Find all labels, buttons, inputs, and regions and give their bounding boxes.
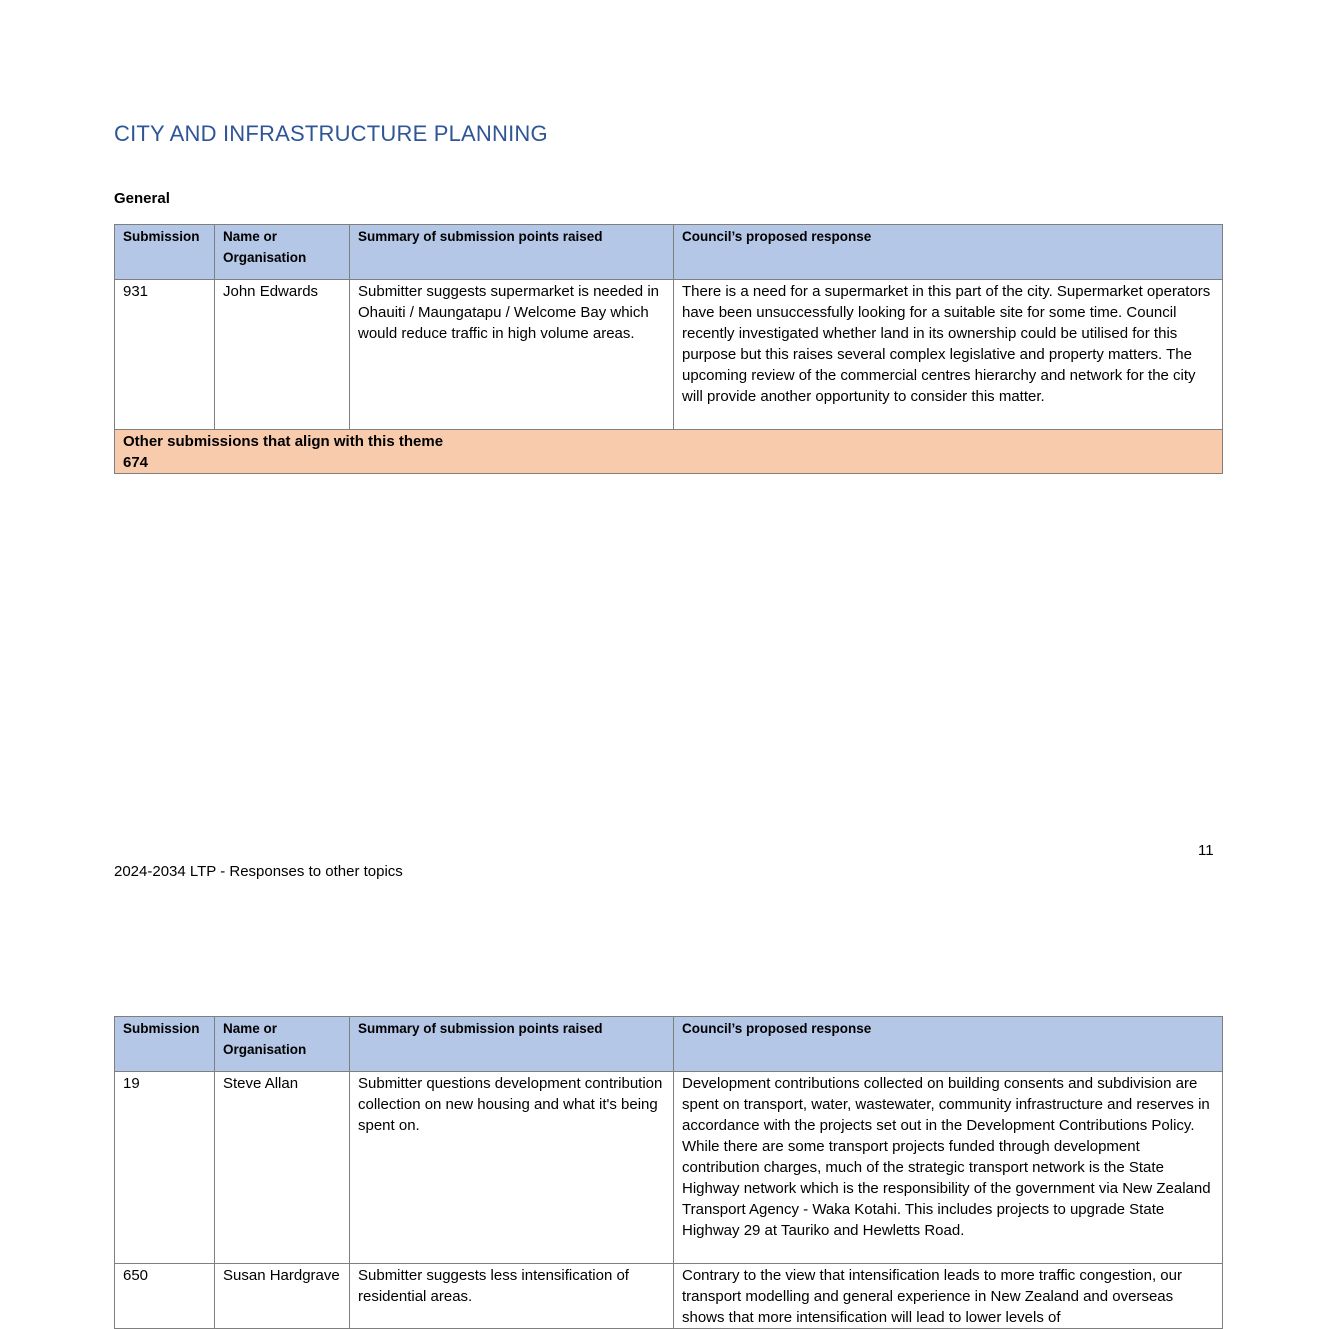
cell-response: There is a need for a supermarket in this part of the city. Supermarket operators have been unsuccessfully looking for a suitable site for some time. Council recently investigated whether land in its ownership could be utilised for this purpose but this raises several complex legislative and property matters. The upcoming review of the commercial centres hierarchy and network for the city will provide another opportunity to consider this matter. <box>674 280 1223 430</box>
header-name-or-organisation: Name or Organisation <box>215 225 350 280</box>
section-heading: CITY AND INFRASTRUCTURE PLANNING <box>114 121 548 146</box>
page-number: 11 <box>1198 842 1214 859</box>
submissions-table-1 <box>114 224 1223 474</box>
aligned-submissions-label: Other submissions that align with this theme <box>123 433 444 450</box>
cell-submission: 650 <box>115 1264 215 1329</box>
header-name-or-organisation: Name or Organisation <box>215 1017 350 1072</box>
cell-response: Contrary to the view that intensification leads to more traffic congestion, our transport modelling and general experience in New Zealand and overseas shows that more intensification will lead to lower levels of <box>674 1264 1223 1329</box>
cell-summary: Submitter questions development contribution collection on new housing and what it's being spent on. <box>350 1072 674 1264</box>
header-council-response: Council’s proposed response <box>674 225 1223 280</box>
table-row <box>115 280 1223 430</box>
header-summary: Summary of submission points raised <box>350 1017 674 1072</box>
page-footer: 2024-2034 LTP - Responses to other topics <box>114 863 403 880</box>
header-submission: Submission <box>115 1017 215 1072</box>
subsection-heading: General <box>114 190 170 207</box>
header-summary: Summary of submission points raised <box>350 225 674 280</box>
table-row <box>115 1072 1223 1264</box>
cell-summary: Submitter suggests less intensification of residential areas. <box>350 1264 674 1329</box>
header-submission: Submission <box>115 225 215 280</box>
cell-submission: 931 <box>115 280 215 430</box>
table-row <box>115 1264 1223 1329</box>
cell-name: Susan Hardgrave <box>215 1264 350 1329</box>
aligned-submissions-value: 674 <box>123 454 149 471</box>
table-header-row <box>115 1017 1223 1072</box>
aligned-submissions-row <box>115 430 1223 474</box>
cell-name: John Edwards <box>215 280 350 430</box>
submissions-table-2 <box>114 1016 1223 1329</box>
cell-summary: Submitter suggests supermarket is needed in Ohauiti / Maungatapu / Welcome Bay which would reduce traffic in high volume areas. <box>350 280 674 430</box>
header-council-response: Council’s proposed response <box>674 1017 1223 1072</box>
table-header-row <box>115 225 1223 280</box>
cell-name: Steve Allan <box>215 1072 350 1264</box>
cell-submission: 19 <box>115 1072 215 1264</box>
aligned-submissions-cell <box>115 430 1223 474</box>
cell-response: Development contributions collected on building consents and subdivision are spent on transport, water, wastewater, community infrastructure and reserves in accordance with the projects set out in the Development Contributions Policy. While there are some transport projects funded through development contribution charges, much of the strategic transport network is the State Highway network which is the responsibility of the government via New Zealand Transport Agency - Waka Kotahi. This includes projects to upgrade State Highway 29 at Tauriko and Hewletts Road. <box>674 1072 1223 1264</box>
